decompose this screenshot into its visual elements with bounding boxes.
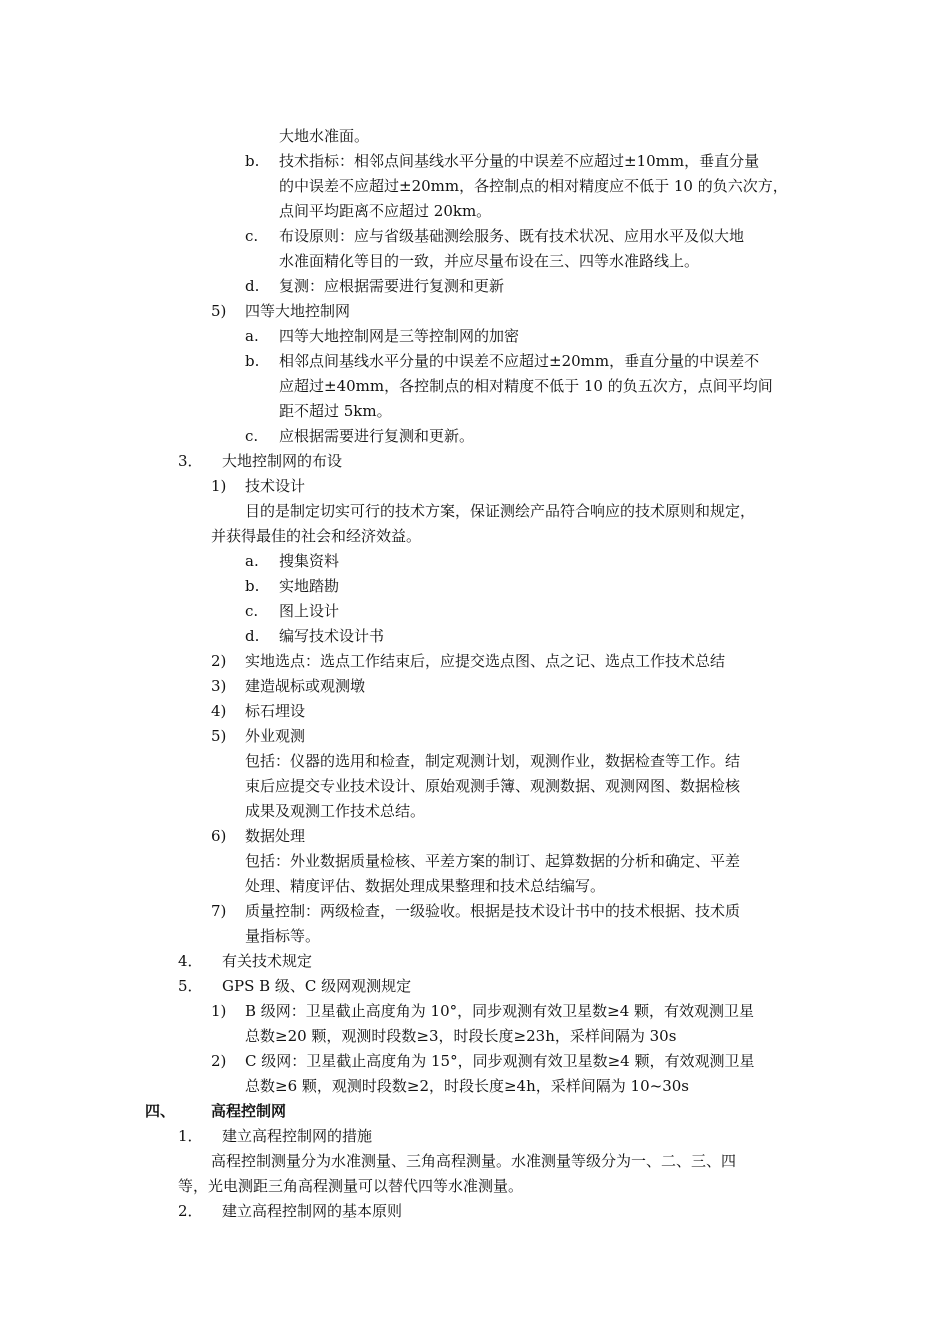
list-marker: c. bbox=[245, 227, 259, 245]
paragraph-line: 束后应提交专业技术设计、原始观测手簿、观测数据、观测网图、数据检核 bbox=[245, 777, 741, 795]
text-line: 总数≥6 颗，观测时段数≥2，时段长度≥4h，采样间隔为 10~30s bbox=[245, 1077, 689, 1095]
list-marker: 3) bbox=[211, 677, 227, 695]
list-marker: 7) bbox=[211, 902, 227, 920]
chapter-marker: 四、 bbox=[145, 1102, 176, 1120]
list-marker: 1． bbox=[178, 1127, 203, 1145]
list-item-text: 建造觇标或观测墩 bbox=[245, 677, 366, 695]
list-item-text: 编写技术设计书 bbox=[279, 627, 385, 645]
list-marker: 2． bbox=[178, 1202, 203, 1220]
text-line: 大地水准面。 bbox=[279, 127, 370, 145]
list-marker: a. bbox=[245, 552, 259, 570]
list-item-text: B 级网：卫星截止高度角为 10°，同步观测有效卫星数≥4 颗，有效观测卫星 bbox=[245, 1002, 755, 1020]
text-line: 距不超过 5km。 bbox=[279, 402, 392, 420]
list-item-text: 复测：应根据需要进行复测和更新 bbox=[279, 277, 505, 295]
list-marker: 4． bbox=[178, 952, 203, 970]
list-item-text: 四等大地控制网是三等控制网的加密 bbox=[279, 327, 520, 345]
paragraph-line: 包括：仪器的选用和检查，制定观测计划，观测作业，数据检查等工作。结 bbox=[245, 752, 741, 770]
paragraph-line: 并获得最佳的社会和经济效益。 bbox=[211, 527, 422, 545]
list-marker: a. bbox=[245, 327, 259, 345]
list-marker: 5． bbox=[178, 977, 203, 995]
list-item-text: 技术指标：相邻点间基线水平分量的中误差不应超过±10mm，垂直分量 bbox=[279, 152, 760, 170]
paragraph-line: 等，光电测距三角高程测量可以替代四等水准测量。 bbox=[178, 1177, 524, 1195]
list-item-text: 相邻点间基线水平分量的中误差不应超过±20mm，垂直分量的中误差不 bbox=[279, 352, 760, 370]
section-heading: 建立高程控制网的措施 bbox=[222, 1127, 373, 1145]
paragraph-line: 处理、精度评估、数据处理成果整理和技术总结编写。 bbox=[245, 877, 606, 895]
list-marker: 1) bbox=[211, 1002, 227, 1020]
text-line: 量指标等。 bbox=[245, 927, 321, 945]
list-marker: 2) bbox=[211, 652, 227, 670]
list-marker: 2) bbox=[211, 1052, 227, 1070]
list-marker: b. bbox=[245, 352, 260, 370]
list-marker: 5) bbox=[211, 302, 227, 320]
paragraph-line: 目的是制定切实可行的技术方案，保证测绘产品符合响应的技术原则和规定， bbox=[245, 502, 756, 520]
list-marker: 5) bbox=[211, 727, 227, 745]
paragraph-line: 高程控制测量分为水准测量、三角高程测量。水准测量等级分为一、二、三、四 bbox=[211, 1152, 737, 1170]
list-item-text: 标石埋设 bbox=[245, 702, 306, 720]
list-item-text: 质量控制：两级检查，一级验收。根据是技术设计书中的技术根据、技术质 bbox=[245, 902, 741, 920]
list-item-text: 四等大地控制网 bbox=[245, 302, 351, 320]
list-marker: 6) bbox=[211, 827, 227, 845]
list-item-text: 数据处理 bbox=[245, 827, 306, 845]
list-marker: d. bbox=[245, 627, 260, 645]
text-line: 的中误差不应超过±20mm，各控制点的相对精度应不低于 10 的负六次方， bbox=[279, 177, 788, 195]
list-item-text: 应根据需要进行复测和更新。 bbox=[279, 427, 475, 445]
paragraph-line: 成果及观测工作技术总结。 bbox=[245, 802, 426, 820]
text-line: 点间平均距离不应超过 20km。 bbox=[279, 202, 492, 220]
section-heading: GPS B 级、C 级网观测规定 bbox=[222, 977, 412, 995]
list-item-text: 实地踏勘 bbox=[279, 577, 340, 595]
list-item-text: 搜集资料 bbox=[279, 552, 340, 570]
section-heading: 有关技术规定 bbox=[222, 952, 313, 970]
list-marker: 4) bbox=[211, 702, 227, 720]
text-line: 应超过±40mm，各控制点的相对精度不低于 10 的负五次方，点间平均间 bbox=[279, 377, 773, 395]
list-marker: c. bbox=[245, 427, 259, 445]
chapter-heading: 高程控制网 bbox=[211, 1102, 287, 1120]
list-marker: 1) bbox=[211, 477, 227, 495]
list-item-text: C 级网：卫星截止高度角为 15°，同步观测有效卫星数≥4 颗，有效观测卫星 bbox=[245, 1052, 755, 1070]
list-item-text: 图上设计 bbox=[279, 602, 340, 620]
list-marker: 3． bbox=[178, 452, 203, 470]
list-marker: b. bbox=[245, 577, 260, 595]
text-line: 总数≥20 颗，观测时段数≥3，时段长度≥23h，采样间隔为 30s bbox=[245, 1027, 677, 1045]
section-heading: 大地控制网的布设 bbox=[222, 452, 343, 470]
list-item-text: 技术设计 bbox=[245, 477, 306, 495]
section-heading: 建立高程控制网的基本原则 bbox=[222, 1202, 403, 1220]
list-marker: b. bbox=[245, 152, 260, 170]
list-item-text: 布设原则：应与省级基础测绘服务、既有技术状况、应用水平及似大地 bbox=[279, 227, 745, 245]
list-marker: c. bbox=[245, 602, 259, 620]
paragraph-line: 包括：外业数据质量检核、平差方案的制订、起算数据的分析和确定、平差 bbox=[245, 852, 741, 870]
list-item-text: 实地选点：选点工作结束后，应提交选点图、点之记、选点工作技术总结 bbox=[245, 652, 726, 670]
list-item-text: 外业观测 bbox=[245, 727, 306, 745]
text-line: 水准面精化等目的一致，并应尽量布设在三、四等水准路线上。 bbox=[279, 252, 700, 270]
list-marker: d. bbox=[245, 277, 260, 295]
